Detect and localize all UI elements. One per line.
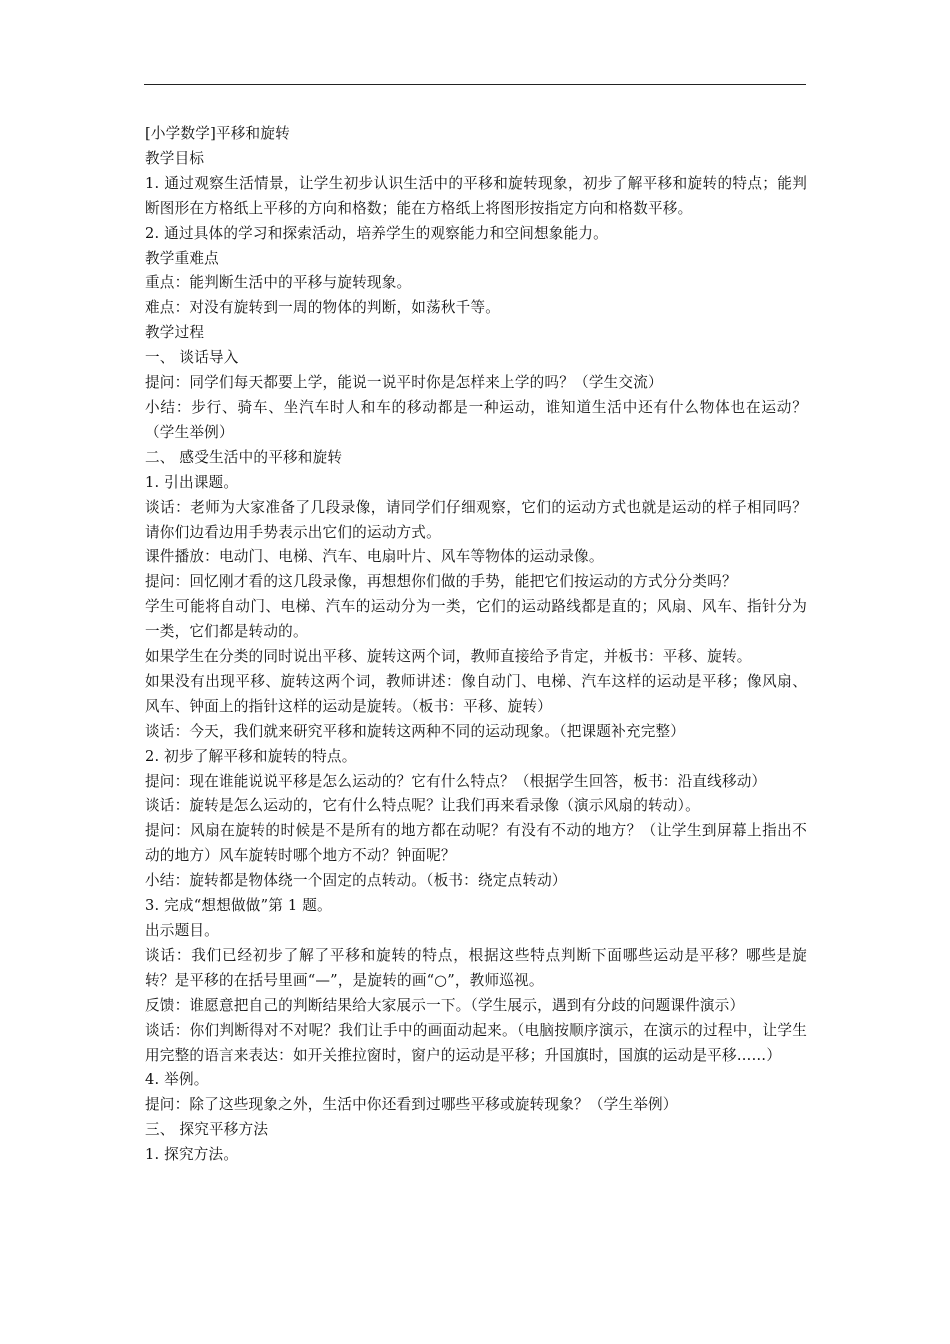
paragraph: 提问：回忆刚才看的这几段录像，再想想你们做的手势，能把它们按运动的方式分分类吗？ xyxy=(145,573,737,591)
paragraph: 小结：步行、骑车、坐汽车时人和车的移动都是一种运动，谁知道生活中还有什么物体也在运动？（学生举例） xyxy=(145,398,807,441)
paragraph: 课件播放：电动门、电梯、汽车、电扇叶片、风车等物体的运动录像。 xyxy=(145,548,604,566)
doc-title: [小学数学]平移和旋转 xyxy=(145,125,290,142)
paragraph: 提问：现在谁能说说平移是怎么运动的？它有什么特点？（根据学生回答，板书：沿直线移动） xyxy=(145,772,767,790)
paragraph: 提问：除了这些现象之外，生活中你还看到过哪些平移或旋转现象？（学生举例） xyxy=(145,1096,678,1114)
section-heading-objectives: 教学目标 xyxy=(145,149,205,167)
paragraph: 反馈：谁愿意把自己的判断结果给大家展示一下。（学生展示，遇到有分歧的问题课件演示） xyxy=(145,996,745,1014)
paragraph: 小结：旋转都是物体绕一个固定的点转动。（板书：绕定点转动） xyxy=(145,872,567,890)
document-body xyxy=(145,122,807,1168)
section-heading-key-points: 教学重难点 xyxy=(145,249,219,267)
header-rule xyxy=(144,84,806,85)
paragraph: 提问：同学们每天都要上学，能说一说平时你是怎样来上学的吗？（学生交流） xyxy=(145,374,663,392)
paragraph: 学生可能将自动门、电梯、汽车的运动分为一类，它们的运动路线都是直的；风扇、风车、指针分为一类，它们都是转动的。 xyxy=(145,598,807,641)
paragraph: 2. 通过具体的学习和探索活动，培养学生的观察能力和空间想象能力。 xyxy=(145,224,608,242)
subsection-heading: 二、 感受生活中的平移和旋转 xyxy=(145,448,343,466)
paragraph: 如果学生在分类的同时说出平移、旋转这两个词，教师直接给予肯定，并板书：平移、旋转。 xyxy=(145,648,752,666)
subsection-heading: 一、 谈话导入 xyxy=(145,349,239,367)
paragraph: 3. 完成“想想做做”第 1 题。 xyxy=(145,897,332,915)
paragraph: 谈话：我们已经初步了解了平移和旋转的特点，根据这些特点判断下面哪些运动是平移？哪些是旋转？是平移的在括号里画“—”，是旋转的画“○”，教师巡视。 xyxy=(145,946,807,989)
paragraph: 出示题目。 xyxy=(145,922,219,939)
paragraph: 提问：风扇在旋转的时候是不是所有的地方都在动呢？有没有不动的地方？（让学生到屏幕上指出不动的地方）风车旋转时哪个地方不动？钟面呢？ xyxy=(145,822,807,865)
subsection-heading: 三、 探究平移方法 xyxy=(145,1121,269,1139)
paragraph: 1. 探究方法。 xyxy=(145,1146,239,1164)
paragraph: 1. 通过观察生活情景，让学生初步认识生活中的平移和旋转现象，初步了解平移和旋转的特点；能判断图形在方格纸上平移的方向和格数；能在方格纸上将图形按指定方向和格数平移。 xyxy=(145,174,807,217)
paragraph: 4. 举例。 xyxy=(145,1071,209,1089)
paragraph: 如果没有出现平移、旋转这两个词，教师讲述：像自动门、电梯、汽车这样的运动是平移；像风扇、风车、钟面上的指针这样的运动是旋转。（板书：平移、旋转） xyxy=(145,672,807,715)
paragraph: 谈话：老师为大家准备了几段录像，请同学们仔细观察，它们的运动方式也就是运动的样子相同吗？请你们边看边用手势表示出它们的运动方式。 xyxy=(145,498,807,541)
paragraph: 1. 引出课题。 xyxy=(145,473,239,491)
paragraph: 谈话：你们判断得对不对呢？我们让手中的画面动起来。（电脑按顺序演示，在演示的过程中，让学生用完整的语言来表达：如开关推拉窗时，窗户的运动是平移；升国旗时，国旗的运动是平移……） xyxy=(145,1021,807,1064)
paragraph: 难点：对没有旋转到一周的物体的判断，如荡秋千等。 xyxy=(145,299,501,317)
paragraph: 重点：能判断生活中的平移与旋转现象。 xyxy=(145,274,412,292)
paragraph: 谈话：今天，我们就来研究平移和旋转这两种不同的运动现象。（把课题补充完整） xyxy=(145,722,686,740)
section-heading-process: 教学过程 xyxy=(145,324,205,342)
paragraph: 谈话：旋转是怎么运动的，它有什么特点呢？让我们再来看录像（演示风扇的转动）。 xyxy=(145,797,700,815)
paragraph: 2. 初步了解平移和旋转的特点。 xyxy=(145,747,357,765)
